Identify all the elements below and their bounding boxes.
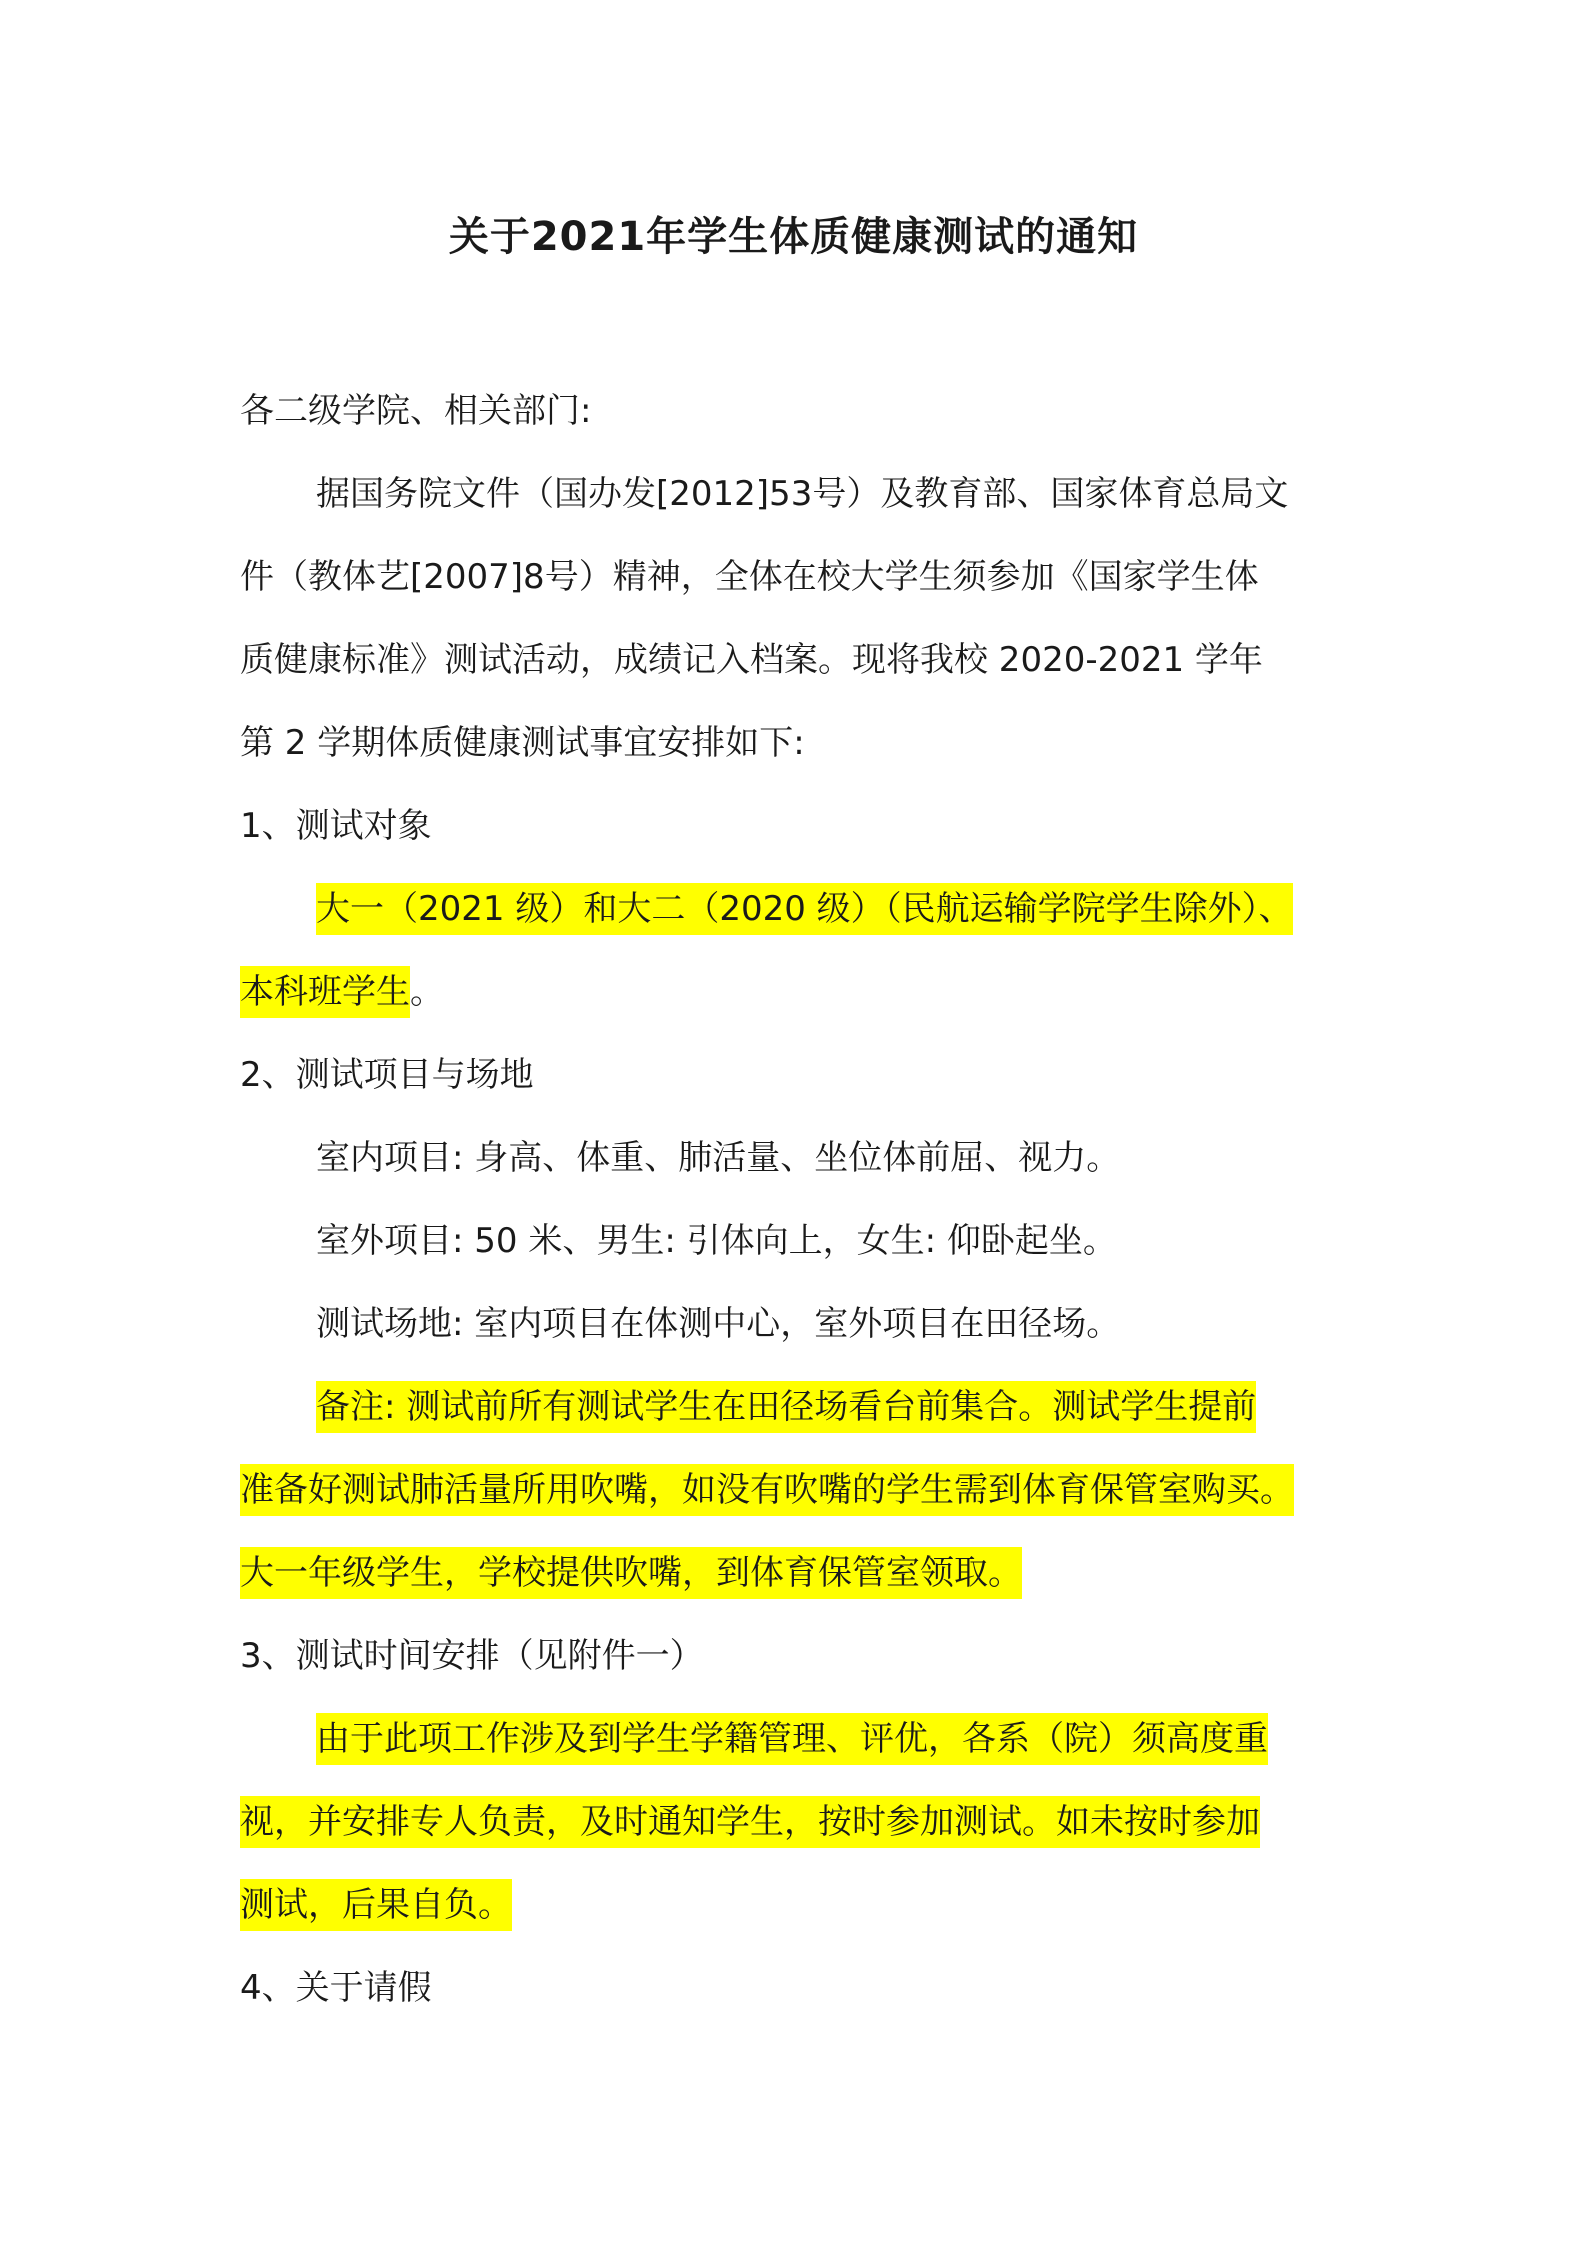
body-line [240, 868, 1360, 951]
body-text: 件（教体艺[2007]8号）精神，全体在校大学生须参加《国家学生体 [240, 557, 1259, 597]
highlighted-text: 大一年级学生，学校提供吹嘴，到体育保管室领取。 [240, 1547, 1022, 1599]
highlighted-text: 由于此项工作涉及到学生学籍管理、评优，各系（院）须高度重 [316, 1713, 1268, 1765]
body-text: 1、测试对象 [240, 806, 432, 846]
body-text: 室外项目: 50 米、男生: 引体向上，女生: 仰卧起坐。 [316, 1221, 1117, 1261]
body-line [240, 1366, 1360, 1449]
body-line [240, 619, 1360, 702]
body-line [240, 1532, 1360, 1615]
document-title: 关于2021年学生体质健康测试的通知 [448, 214, 1139, 260]
line-suffix: 。 [410, 972, 444, 1012]
highlighted-text: 大一（2021 级）和大二（2020 级）（民航运输学院学生除外）、 [316, 883, 1293, 935]
body-line [240, 1615, 1360, 1698]
body-text: 室内项目: 身高、体重、肺活量、坐位体前屈、视力。 [316, 1138, 1121, 1178]
body-line [240, 1034, 1360, 1117]
body-line [240, 1200, 1360, 1283]
body-line [240, 702, 1360, 785]
body-line [240, 785, 1360, 868]
body-line [240, 1781, 1360, 1864]
body-text: 测试场地: 室内项目在体测中心，室外项目在田径场。 [316, 1304, 1121, 1344]
highlighted-text: 本科班学生 [240, 966, 410, 1018]
body-text: 4、关于请假 [240, 1968, 432, 2008]
body-line [240, 1864, 1360, 1947]
body-text: 各二级学院、相关部门: [240, 391, 592, 431]
highlighted-text: 视，并安排专人负责，及时通知学生，按时参加测试。如未按时参加 [240, 1796, 1260, 1848]
body-text: 第 2 学期体质健康测试事宜安排如下: [240, 723, 805, 763]
body-text: 2、测试项目与场地 [240, 1055, 534, 1095]
body-line [240, 1117, 1360, 1200]
highlighted-text: 准备好测试肺活量所用吹嘴，如没有吹嘴的学生需到体育保管室购买。 [240, 1464, 1294, 1516]
highlighted-text: 测试，后果自负。 [240, 1879, 512, 1931]
body-line [240, 951, 1360, 1034]
body-line [240, 370, 1360, 453]
highlighted-text: 备注: 测试前所有测试学生在田径场看台前集合。测试学生提前 [316, 1381, 1256, 1433]
body-line [240, 1947, 1360, 2030]
body-line [240, 536, 1360, 619]
body-line [240, 1449, 1360, 1532]
document-body [240, 370, 1360, 2030]
body-line [240, 453, 1360, 536]
body-text: 据国务院文件（国办发[2012]53号）及教育部、国家体育总局文 [316, 474, 1289, 514]
body-text: 3、测试时间安排（见附件一） [240, 1636, 704, 1676]
body-text: 质健康标准》测试活动，成绩记入档案。现将我校 2020-2021 学年 [240, 640, 1263, 680]
body-line [240, 1283, 1360, 1366]
body-line [240, 1698, 1360, 1781]
